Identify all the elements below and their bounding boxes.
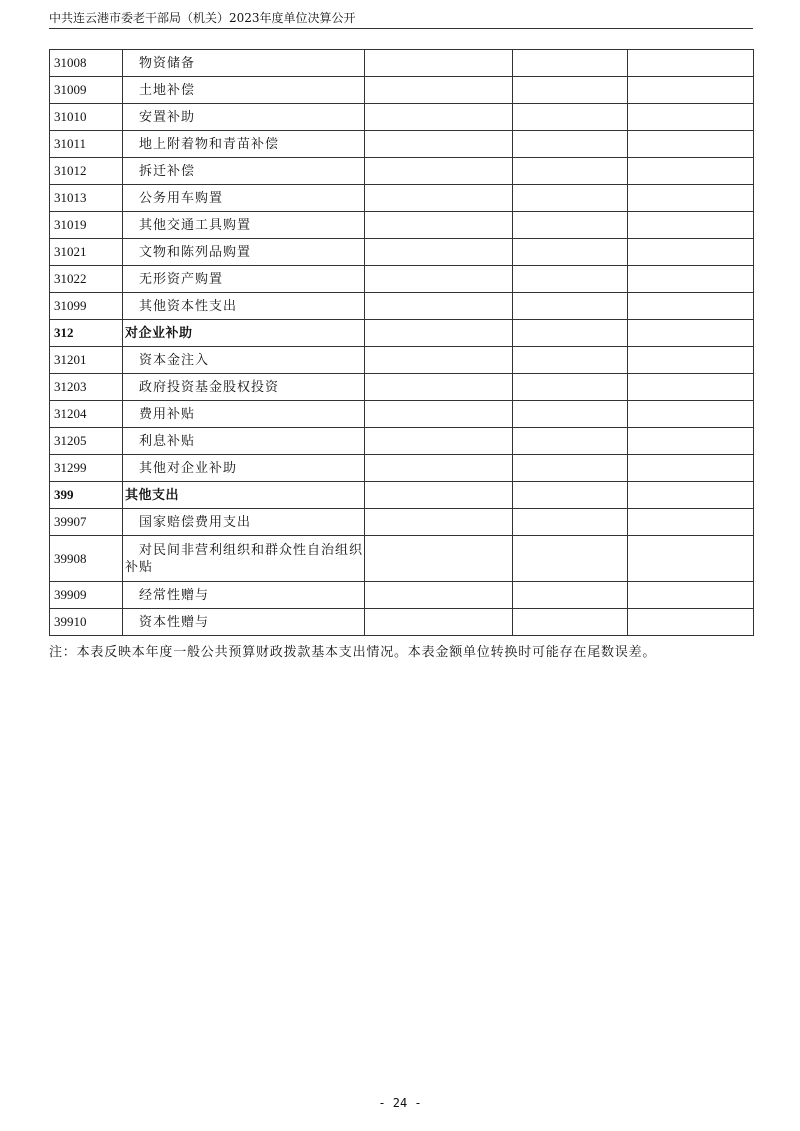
economic-class-code: 31299: [50, 455, 123, 482]
amount-cell: [365, 185, 513, 212]
table-row: [50, 401, 754, 428]
amount-cell: [513, 185, 628, 212]
table-row: [50, 536, 754, 582]
amount-cell: [513, 158, 628, 185]
amount-cell: [628, 50, 754, 77]
amount-cell: [628, 104, 754, 131]
amount-cell: [513, 266, 628, 293]
economic-class-name: 费用补贴: [123, 401, 365, 428]
economic-class-name: 安置补助: [123, 104, 365, 131]
table-row: [50, 239, 754, 266]
page-header: [49, 8, 753, 29]
economic-class-name: 其他对企业补助: [123, 455, 365, 482]
amount-cell: [628, 158, 754, 185]
table-row: [50, 77, 754, 104]
amount-cell: [628, 374, 754, 401]
economic-class-code: 31204: [50, 401, 123, 428]
amount-cell: [513, 582, 628, 609]
amount-cell: [365, 428, 513, 455]
amount-cell: [628, 131, 754, 158]
table-row: [50, 320, 754, 347]
table-row: [50, 50, 754, 77]
economic-class-code: 31201: [50, 347, 123, 374]
table-row: [50, 347, 754, 374]
economic-class-code: 39907: [50, 509, 123, 536]
amount-cell: [365, 320, 513, 347]
amount-cell: [513, 401, 628, 428]
table-row: [50, 104, 754, 131]
amount-cell: [513, 131, 628, 158]
economic-class-code: 31012: [50, 158, 123, 185]
economic-class-name: 文物和陈列品购置: [123, 239, 365, 266]
table-row: [50, 374, 754, 401]
amount-cell: [365, 266, 513, 293]
economic-class-code: 31099: [50, 293, 123, 320]
document-title: 中共连云港市委老干部局（机关）2023年度单位决算公开: [49, 11, 356, 25]
amount-cell: [365, 374, 513, 401]
amount-cell: [365, 509, 513, 536]
economic-class-name: 经常性赠与: [123, 582, 365, 609]
amount-cell: [628, 347, 754, 374]
economic-class-code: 39910: [50, 609, 123, 636]
economic-class-name: 土地补偿: [123, 77, 365, 104]
amount-cell: [628, 266, 754, 293]
amount-cell: [628, 293, 754, 320]
economic-class-code: 399: [50, 482, 123, 509]
economic-class-name: 对企业补助: [123, 320, 365, 347]
economic-class-name: 拆迁补偿: [123, 158, 365, 185]
table-row: [50, 482, 754, 509]
amount-cell: [365, 401, 513, 428]
amount-cell: [365, 293, 513, 320]
amount-cell: [628, 455, 754, 482]
amount-cell: [365, 50, 513, 77]
amount-cell: [513, 428, 628, 455]
table-row: [50, 266, 754, 293]
economic-class-name: 其他资本性支出: [123, 293, 365, 320]
amount-cell: [628, 77, 754, 104]
amount-cell: [513, 239, 628, 266]
economic-class-name: 利息补贴: [123, 428, 365, 455]
amount-cell: [628, 482, 754, 509]
amount-cell: [628, 401, 754, 428]
table-row: [50, 212, 754, 239]
economic-class-name: 物资储备: [123, 50, 365, 77]
amount-cell: [365, 482, 513, 509]
amount-cell: [513, 104, 628, 131]
economic-class-name: 其他交通工具购置: [123, 212, 365, 239]
economic-class-code: 312: [50, 320, 123, 347]
amount-cell: [365, 239, 513, 266]
amount-cell: [365, 104, 513, 131]
economic-class-code: 31021: [50, 239, 123, 266]
amount-cell: [628, 582, 754, 609]
amount-cell: [513, 482, 628, 509]
amount-cell: [513, 212, 628, 239]
amount-cell: [513, 509, 628, 536]
economic-class-name: 资本性赠与: [123, 609, 365, 636]
economic-class-code: 39908: [50, 536, 123, 582]
amount-cell: [365, 347, 513, 374]
amount-cell: [365, 536, 513, 582]
amount-cell: [628, 509, 754, 536]
table-row: [50, 509, 754, 536]
amount-cell: [513, 609, 628, 636]
economic-class-name: 地上附着物和青苗补偿: [123, 131, 365, 158]
table-note: 注：本表反映本年度一般公共预算财政拨款基本支出情况。本表金额单位转换时可能存在尾数误差。: [49, 645, 657, 660]
amount-cell: [513, 50, 628, 77]
amount-cell: [365, 77, 513, 104]
table-row: [50, 158, 754, 185]
table-row: [50, 428, 754, 455]
amount-cell: [513, 536, 628, 582]
economic-class-code: 31011: [50, 131, 123, 158]
economic-class-name: 无形资产购置: [123, 266, 365, 293]
economic-class-code: 31019: [50, 212, 123, 239]
amount-cell: [365, 609, 513, 636]
amount-cell: [628, 185, 754, 212]
amount-cell: [628, 320, 754, 347]
table-row: [50, 582, 754, 609]
amount-cell: [513, 455, 628, 482]
economic-class-code: 31203: [50, 374, 123, 401]
economic-class-code: 31022: [50, 266, 123, 293]
table-row: [50, 609, 754, 636]
amount-cell: [513, 77, 628, 104]
table-body: [50, 50, 754, 636]
amount-cell: [628, 536, 754, 582]
table-row: [50, 185, 754, 212]
table-row: [50, 455, 754, 482]
table-row: [50, 131, 754, 158]
amount-cell: [628, 428, 754, 455]
economic-class-code: 31008: [50, 50, 123, 77]
amount-cell: [365, 455, 513, 482]
expenditure-table: [49, 49, 754, 636]
amount-cell: [628, 212, 754, 239]
economic-class-code: 31013: [50, 185, 123, 212]
amount-cell: [365, 158, 513, 185]
economic-class-code: 31009: [50, 77, 123, 104]
economic-class-name: 国家赔偿费用支出: [123, 509, 365, 536]
economic-class-name: 资本金注入: [123, 347, 365, 374]
economic-class-code: 31205: [50, 428, 123, 455]
amount-cell: [365, 582, 513, 609]
economic-class-name: 对民间非营利组织和群众性自治组织补贴: [123, 536, 365, 582]
economic-class-code: 39909: [50, 582, 123, 609]
amount-cell: [365, 131, 513, 158]
economic-class-name: 其他支出: [123, 482, 365, 509]
amount-cell: [628, 239, 754, 266]
economic-class-name: 政府投资基金股权投资: [123, 374, 365, 401]
amount-cell: [513, 374, 628, 401]
amount-cell: [628, 609, 754, 636]
table-row: [50, 293, 754, 320]
amount-cell: [513, 320, 628, 347]
page-number: - 24 -: [378, 1096, 422, 1110]
economic-class-code: 31010: [50, 104, 123, 131]
amount-cell: [365, 212, 513, 239]
economic-class-name: 公务用车购置: [123, 185, 365, 212]
amount-cell: [513, 293, 628, 320]
amount-cell: [513, 347, 628, 374]
